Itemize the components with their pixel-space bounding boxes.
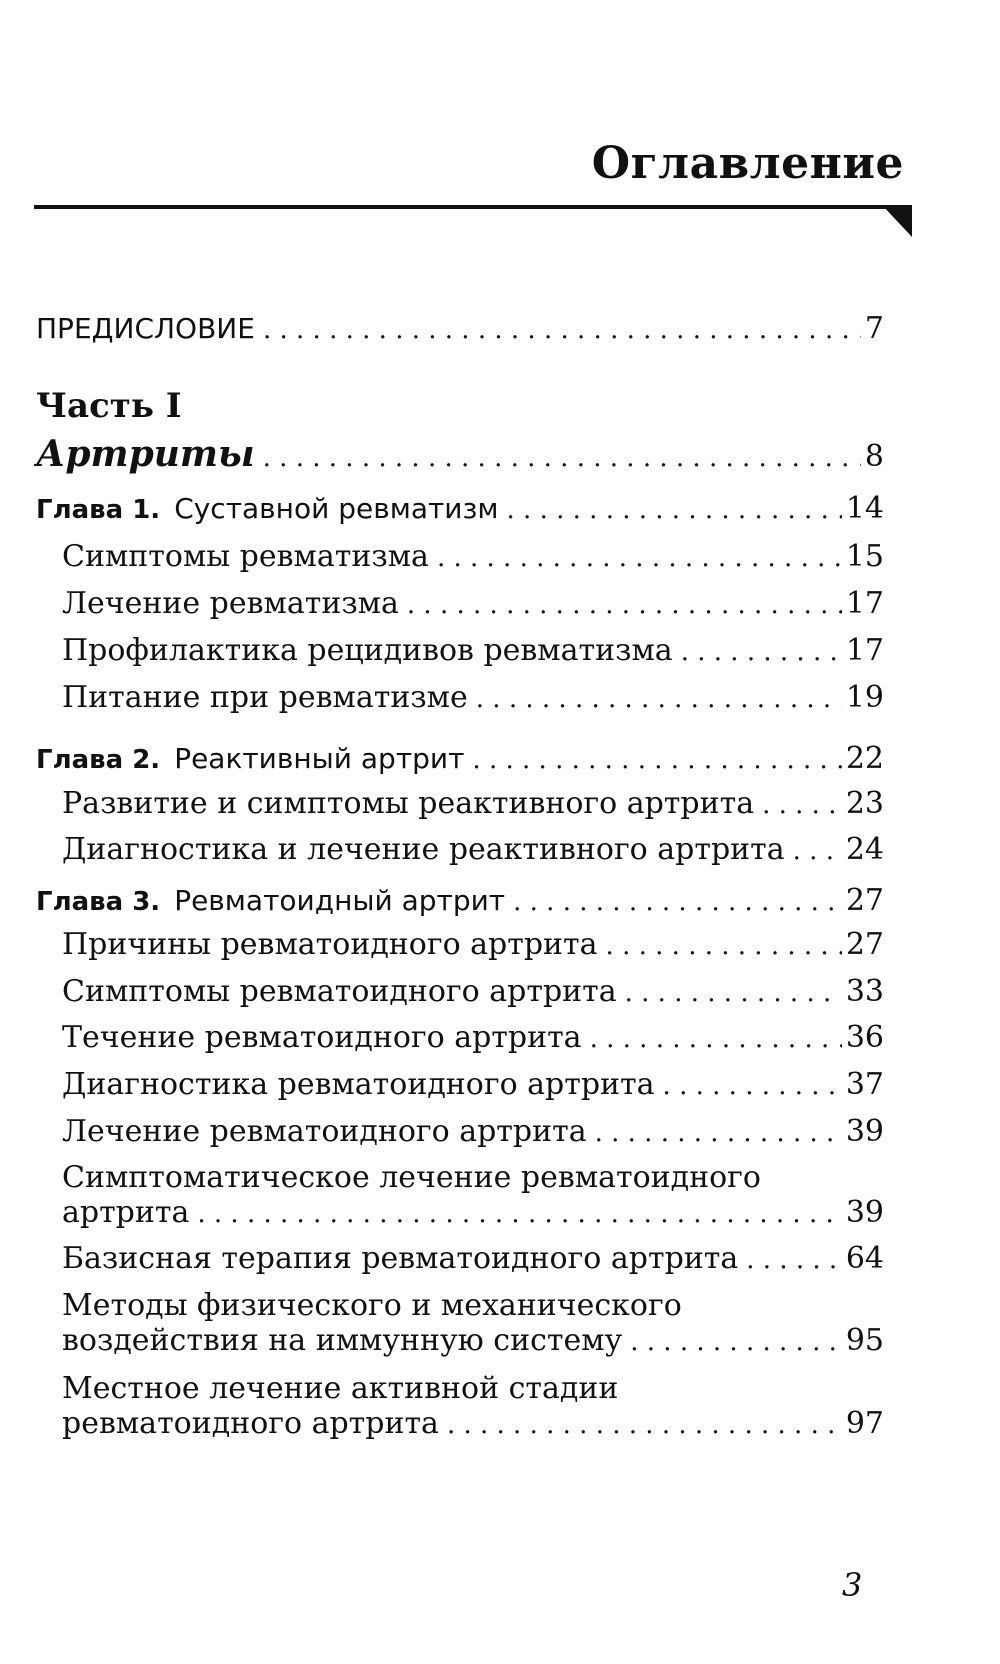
toc-page-number: 19: [845, 680, 884, 715]
dot-leader: [762, 791, 842, 821]
toc-entry-section[interactable]: [62, 540, 884, 575]
toc-page-number: 24: [845, 832, 884, 867]
section-title-line-2: артрита: [62, 1195, 190, 1230]
toc-page-number: 36: [845, 1020, 884, 1055]
part-label: Часть I: [36, 386, 182, 426]
section-title: Профилактика рецидивов ревматизма: [62, 633, 673, 668]
chapter-title: Суставной ревматизм: [174, 492, 499, 525]
toc-entry-section[interactable]: [62, 681, 884, 716]
toc-page-number: 64: [845, 1241, 884, 1276]
dot-leader: [625, 979, 842, 1009]
section-title-line-1: Методы физического и механического: [62, 1288, 682, 1323]
chapter-title: Ревматоидный артрит: [174, 884, 506, 917]
toc-entry-section[interactable]: [62, 1196, 884, 1231]
section-title: Течение ревматоидного артрита: [62, 1020, 582, 1055]
dot-leader: [472, 746, 841, 776]
toc-page-number: 23: [845, 786, 884, 821]
toc-page-number: 95: [845, 1323, 884, 1358]
dot-leader: [476, 685, 842, 715]
section-title: Питание при ревматизме: [62, 680, 468, 715]
page-title: Оглавление: [591, 138, 904, 189]
dot-leader: [746, 1246, 842, 1276]
toc-page-number: 17: [845, 633, 884, 668]
dot-leader: [447, 1411, 842, 1441]
toc-page-number: 39: [845, 1195, 884, 1230]
toc-entry-section[interactable]: [62, 1242, 884, 1277]
toc-page-number: 14: [845, 491, 884, 526]
toc-entry-chapter-2[interactable]: [36, 742, 884, 777]
dot-leader: [437, 544, 842, 574]
section-title: Причины ревматоидного артрита: [62, 927, 598, 962]
dot-leader: [507, 496, 842, 526]
section-title: Лечение ревматизма: [62, 586, 399, 621]
toc-entry-section[interactable]: [62, 1021, 884, 1056]
chapter-number: Глава 3.: [36, 887, 161, 917]
dot-leader: [590, 1025, 842, 1055]
toc-page-number: 15: [845, 539, 884, 574]
toc-entry-preface[interactable]: [36, 312, 884, 347]
toc-entry-section[interactable]: [62, 928, 884, 963]
section-title-line-2: ревматоидного артрита: [62, 1406, 439, 1441]
chapter-title: Реактивный артрит: [174, 742, 465, 775]
section-title: Диагностика и лечение реактивного артрита: [62, 832, 785, 867]
dot-leader: [663, 1072, 842, 1102]
dot-leader: [606, 932, 842, 962]
toc-page-number: 39: [845, 1114, 884, 1149]
dot-leader: [407, 591, 842, 621]
section-title-line-1: Местное лечение активной стадии: [62, 1371, 619, 1406]
toc-page-number: 17: [845, 586, 884, 621]
dot-leader: [793, 837, 842, 867]
toc-page-number: 33: [845, 974, 884, 1009]
chapter-number: Глава 2.: [36, 745, 161, 775]
toc-entry-part-1[interactable]: [36, 434, 884, 475]
dot-leader: [513, 888, 842, 918]
dot-leader: [630, 1328, 842, 1358]
toc-entry-section[interactable]: [62, 634, 884, 669]
chapter-number: Глава 1.: [36, 495, 161, 525]
toc-entry-chapter-3[interactable]: [36, 884, 884, 919]
section-title-line-1: Симптоматическое лечение ревматоидного: [62, 1160, 761, 1195]
toc-page-number: 37: [845, 1067, 884, 1102]
folio-page-number: 3: [842, 1566, 863, 1604]
toc-entry-section[interactable]: [62, 1407, 884, 1442]
toc-page-number: 27: [845, 883, 884, 918]
toc-entry-section[interactable]: [62, 787, 884, 822]
part-title: Артриты: [36, 433, 255, 475]
toc-entry-section[interactable]: [62, 587, 884, 622]
toc-entry-section[interactable]: [62, 1324, 884, 1359]
section-title: Симптомы ревматоидного артрита: [62, 974, 617, 1009]
section-title: Развитие и симптомы реактивного артрита: [62, 786, 755, 821]
section-title: Симптомы ревматизма: [62, 539, 429, 574]
toc-entry-section[interactable]: [62, 1115, 884, 1150]
dot-leader: [595, 1119, 842, 1149]
dot-leader: [263, 316, 861, 346]
toc-entry-section[interactable]: [62, 833, 884, 868]
section-title: Базисная терапия ревматоидного артрита: [62, 1241, 739, 1276]
toc-page-number: 27: [845, 927, 884, 962]
toc-entry-title: ПРЕДИСЛОВИЕ: [36, 312, 255, 345]
section-title: Диагностика ревматоидного артрита: [62, 1067, 655, 1102]
toc-entry-section[interactable]: [62, 975, 884, 1010]
toc-entry-section[interactable]: [62, 1068, 884, 1103]
section-title-line-2: воздействия на иммунную систему: [62, 1323, 623, 1358]
dot-leader: [681, 638, 842, 668]
dot-leader: [197, 1200, 841, 1230]
toc-page-number: 8: [864, 439, 884, 474]
toc-page-number: 7: [864, 311, 884, 346]
dot-leader: [263, 444, 861, 474]
toc-entry-chapter-1[interactable]: [36, 492, 884, 527]
section-title: Лечение ревматоидного артрита: [62, 1114, 587, 1149]
toc-page-number: 22: [845, 741, 884, 776]
toc-page-number: 97: [845, 1406, 884, 1441]
